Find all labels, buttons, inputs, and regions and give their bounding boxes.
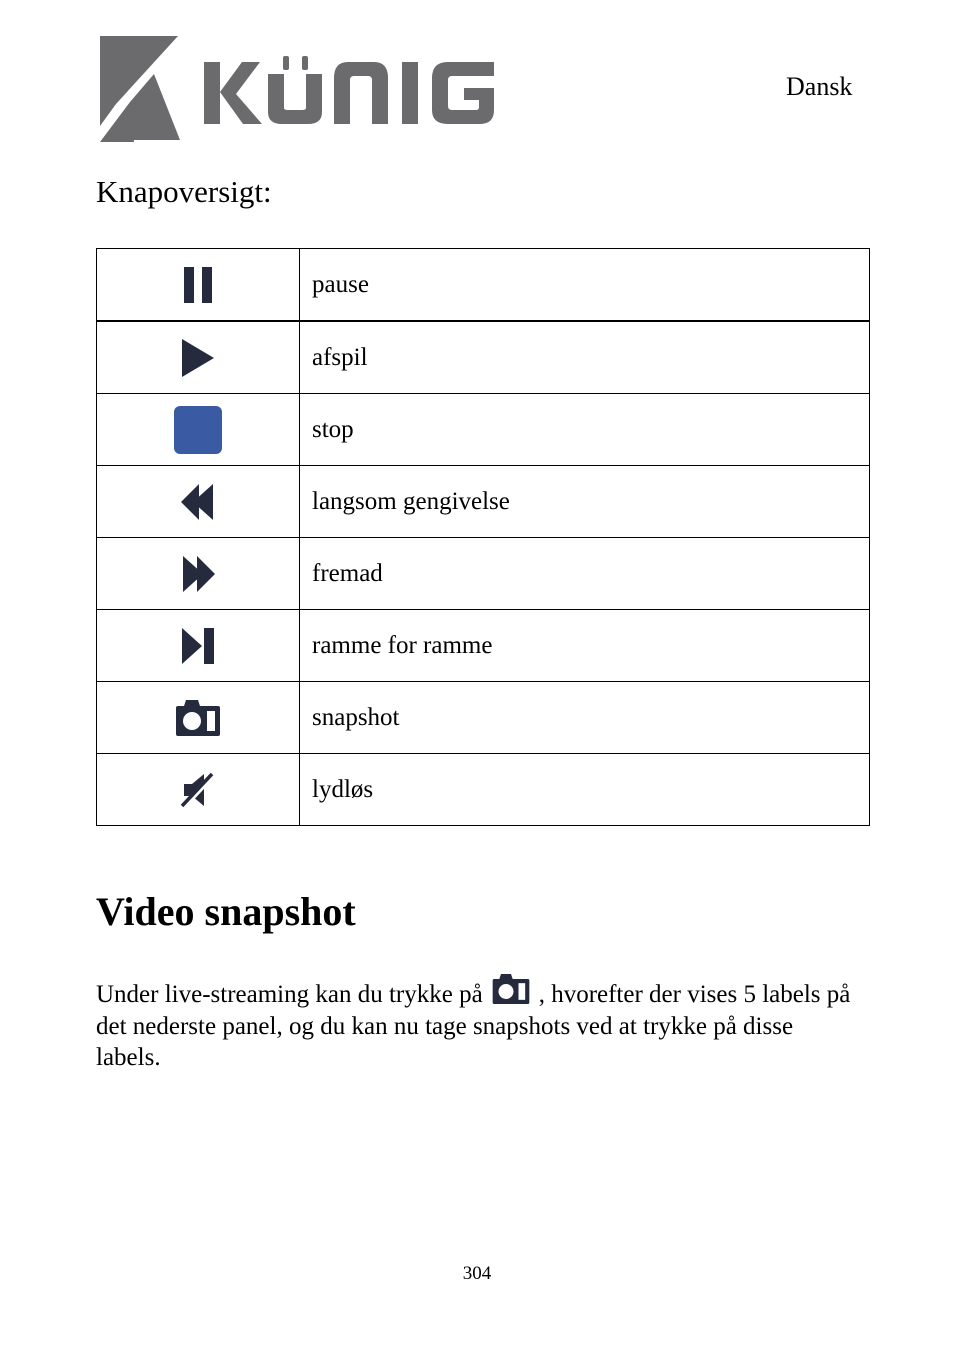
pause-icon [182,265,214,305]
section-title: Knapoversigt: [96,174,272,209]
table-row [97,754,870,826]
button-label: afspil [300,321,870,394]
button-label: pause [300,249,870,322]
fast-forward-icon [179,554,217,594]
camera-icon [174,698,222,738]
table-row [97,249,870,322]
stop-icon [173,405,223,455]
button-label: langsom gengivelse [300,466,870,538]
button-overview-table [96,248,870,826]
section-heading: Video snapshot [96,889,356,934]
konig-logo [96,30,516,146]
button-label: snapshot [300,682,870,754]
rewind-icon [179,482,217,522]
table-row [97,466,870,538]
mute-icon [178,770,218,810]
inline-camera-icon [491,972,531,1006]
step-forward-icon [180,626,216,666]
page-number: 304 [462,1263,492,1284]
play-icon [180,337,216,379]
button-label: fremad [300,538,870,610]
button-label: ramme for ramme [300,610,870,682]
table-row [97,610,870,682]
paragraph-text-start: Under live-streaming kan du trykke på [96,981,483,1008]
button-label: lydløs [300,754,870,826]
table-row [97,394,870,466]
body-paragraph [96,972,856,1074]
table-row [97,321,870,394]
button-label: stop [300,394,870,466]
table-row [97,682,870,754]
table-row [97,538,870,610]
paragraph-text-end: , hvorefter der vises 5 labels på det nederste panel, og du kan nu tage snapshots ved at trykke på disse labels. [96,981,851,1071]
language-label: Dansk [786,72,853,101]
